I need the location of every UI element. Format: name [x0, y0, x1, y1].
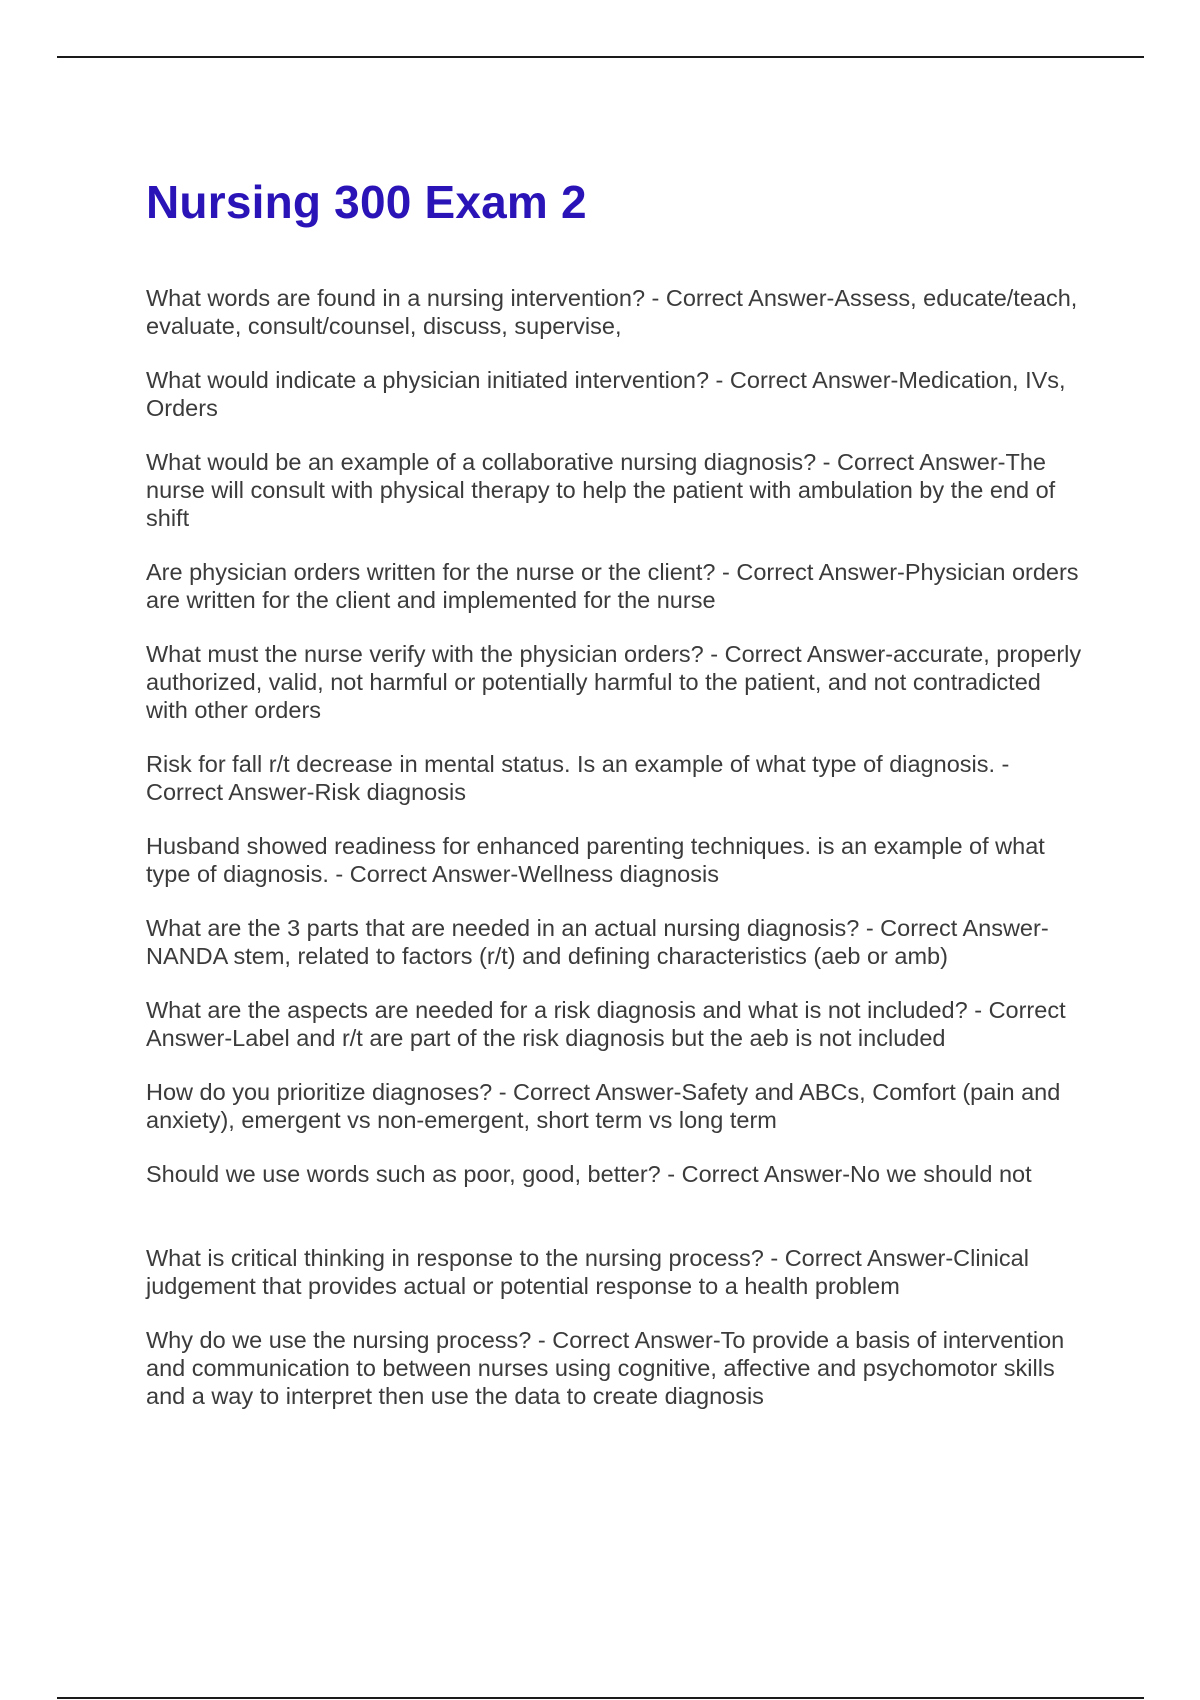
qa-item: Why do we use the nursing process? - Correct Answer-To provide a basis of intervention and communication to between nurses using cognitive, affective and psychomotor skills and a way to interpret then use the data to create diagnosis [146, 1327, 1065, 1409]
document-body [146, 172, 1086, 1436]
qa-item: What would indicate a physician initiated intervention? - Correct Answer-Medication, IVs, Orders [146, 367, 1066, 421]
qa-item: Risk for fall r/t decrease in mental status. Is an example of what type of diagnosis. - Correct Answer-Risk diagnosis [146, 751, 1010, 805]
qa-item: What are the 3 parts that are needed in an actual nursing diagnosis? - Correct Answer-NANDA stem, related to factors (r/t) and defining characteristics (aeb or amb) [146, 915, 1049, 969]
qa-item: What must the nurse verify with the physician orders? - Correct Answer-accurate, properly authorized, valid, not harmful or potentially harmful to the patient, and not contradicted with other orders [146, 641, 1082, 723]
qa-item: How do you prioritize diagnoses? - Correct Answer-Safety and ABCs, Comfort (pain and anxiety), emergent vs non-emergent, short term vs long term [146, 1079, 1061, 1133]
qa-item: What words are found in a nursing intervention? - Correct Answer-Assess, educate/teach, evaluate, consult/counsel, discuss, supervise, [146, 285, 1078, 339]
footer-rule [57, 1697, 1144, 1699]
qa-list [146, 284, 1086, 1410]
qa-item: Are physician orders written for the nurse or the client? - Correct Answer-Physician orders are written for the client and implemented for the nurse [146, 559, 1079, 613]
header-rule [57, 56, 1144, 58]
qa-item: Husband showed readiness for enhanced parenting techniques. is an example of what type of diagnosis. - Correct Answer-Wellness diagnosis [146, 833, 1045, 887]
qa-item: What are the aspects are needed for a risk diagnosis and what is not included? - Correct Answer-Label and r/t are part of the risk diagnosis but the aeb is not included [146, 997, 1066, 1051]
qa-item: What is critical thinking in response to the nursing process? - Correct Answer-Clinical judgement that provides actual or potential response to a health problem [146, 1245, 1029, 1299]
page-title: Nursing 300 Exam 2 [146, 176, 587, 228]
qa-item: What would be an example of a collaborative nursing diagnosis? - Correct Answer-The nurse will consult with physical therapy to help the patient with ambulation by the end of shift [146, 449, 1056, 531]
qa-item: Should we use words such as poor, good, better? - Correct Answer-No we should not [146, 1161, 1032, 1187]
